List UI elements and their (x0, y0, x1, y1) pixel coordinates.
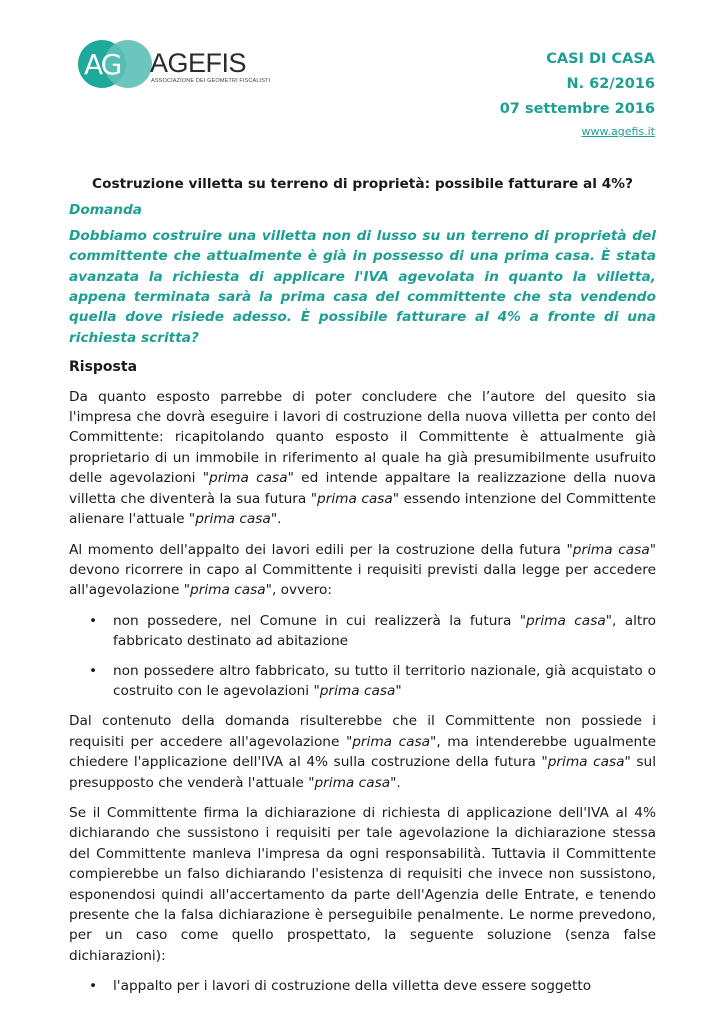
agefis-logo (78, 34, 271, 94)
question-text: Dobbiamo costruire una villetta non di lusso su un terreno di proprietà del committente che attualmente è già in possesso di una prima casa. È stata avanzata la richiesta di applicare l'IVA agevolata in quanto la villetta, appena terminata sarà la prima casa del committente che sta vendendo quella dove risiede adesso. È possibile fatturare al 4% a fronte di una richiesta scritta? (69, 227, 656, 346)
issue-number: N. 62/2016 (566, 76, 655, 92)
requirements-list (69, 611, 656, 702)
logo-subtitle: ASSOCIAZIONE DEI GEOMETRI FISCALISTI (151, 78, 271, 84)
logo-mark: AG (84, 48, 121, 81)
answer-paragraph-2: Al momento dell'appalto dei lavori edili per la costruzione della futura "prima casa" devono ricorrere in capo al Committente i requisiti previsti dalla legge per accedere all'agevolazione "prima casa", ovvero: (69, 541, 657, 599)
answer-paragraph-3: Dal contenuto della domanda risulterebbe che il Committente non possiede i requisiti per accedere all'agevolazione "prima casa", ma intenderebbe ugualmente chiedere l'applicazione dell'IVA al 4% sulla costruzione della futura "prima casa" sul presupposto che venderà l'attuale "prima casa". (69, 713, 657, 791)
answer-label: Risposta (69, 359, 138, 376)
answer-paragraph-4: Se il Committente firma la dichiarazione di richiesta di applicazione dell'IVA al 4% dichiarando che sussistono i requisiti per tale agevolazione la dichiarazione stessa del Committente manleva l'impresa da ogni responsabilità. Tuttavia il Committente compierebbe un falso dichiarando l'esistenza di requisiti che invece non sussistono, esponendosi quindi all'accertamento da parte dell'Agenzia delle Entrate, e tenendo presente che la falsa dichiarazione è perseguibile penalmente. Le norme prevedono, per un caso come quello prospettato, la seguente soluzione (senza false dichiarazioni): (69, 804, 656, 964)
document-body (69, 174, 656, 1007)
solution-list (69, 976, 656, 996)
series-title: CASI DI CASA (546, 51, 655, 67)
list-item: • l'appalto per i lavori di costruzione della villetta deve essere soggetto (113, 976, 656, 996)
list-item: • non possedere, nel Comune in cui realizzerà la futura "prima casa", altro fabbricato destinato ad abitazione (113, 611, 656, 652)
question-label: Domanda (69, 202, 143, 219)
document-header (500, 47, 655, 141)
list-item: • non possedere altro fabbricato, su tutto il territorio nazionale, già acquistato o costruito con le agevolazioni "prima casa" (113, 661, 656, 702)
answer-paragraph-1: Da quanto esposto parrebbe di poter concludere che l’autore del quesito sia l'impresa che dovrà eseguire i lavori di costruzione della nuova villetta per conto del Committente: ricapitolando quanto esposto il Committente è attualmente già proprietario di un immobile in riferimento al quale ha già presumibilmente usufruito delle agevolazioni "prima casa" ed intende appaltare la realizzazione della nuova villetta che diventerà la sua futura "prima casa" essendo intenzione del Committente alienare l'attuale "prima casa". (69, 388, 656, 528)
logo-name: AGEFIS (150, 48, 247, 78)
website-link[interactable]: www.agefis.it (581, 125, 655, 138)
issue-date: 07 settembre 2016 (499, 101, 655, 117)
page-title: Costruzione villetta su terreno di proprietà: possibile fatturare al 4%? (92, 176, 633, 192)
